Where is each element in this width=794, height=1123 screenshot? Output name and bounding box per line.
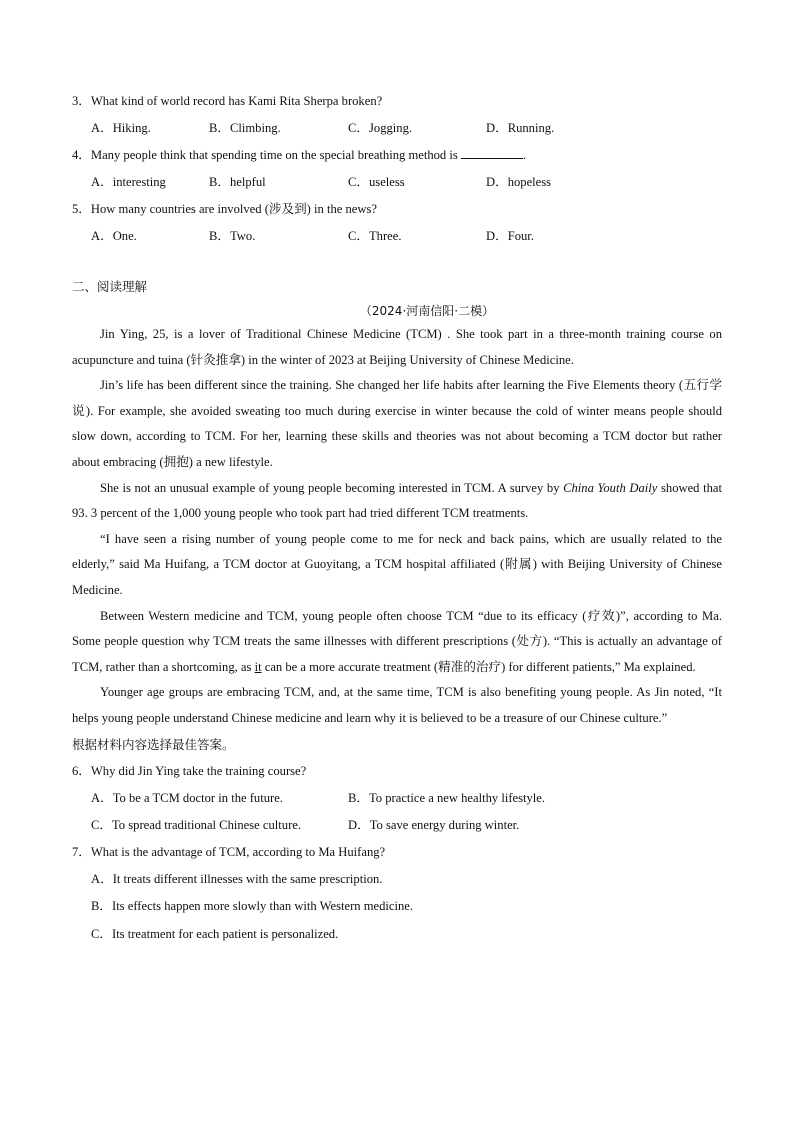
question-number: 6．	[72, 763, 91, 778]
option-d[interactable]: D．hopeless	[486, 175, 552, 189]
question-number: 4．	[72, 148, 91, 162]
question-number: 7．	[72, 844, 91, 859]
option-d[interactable]: D．To save energy during winter.	[348, 817, 520, 832]
option-c[interactable]: C．Three.	[348, 229, 402, 243]
paragraph-text: can be a more accurate treatment (精准的治疗) for different patients,” Ma explained.	[261, 659, 696, 674]
question-number: 3．	[72, 94, 91, 108]
option-a[interactable]: A．Hiking.	[91, 121, 151, 135]
answer-blank[interactable]	[461, 146, 523, 159]
question-5	[72, 196, 722, 223]
newspaper-name: China Youth Daily	[563, 480, 658, 495]
question-text-end: .	[522, 148, 527, 162]
option-c[interactable]: C．useless	[348, 175, 405, 189]
exam-page	[72, 88, 722, 948]
question-4-options	[72, 169, 722, 196]
passage-paragraph-6: Younger age groups are embracing TCM, and, at the same time, TCM is also benefiting young people. As Jin noted, “It helps young people understand Chinese medicine and learn why it is believed to be a treasure of our Chinese culture.”	[72, 685, 722, 725]
option-b[interactable]: B．Its effects happen more slowly than with Western medicine.	[91, 899, 414, 913]
question-text: What kind of world record has Kami Rita Sherpa broken?	[90, 94, 383, 108]
passage-paragraph-2: Jin’s life has been different since the training. She changed her life habits after learning the Five Elements theory (五行学说). For example, she avoided sweating too much during exercise in winter because the cold of winter means people should slow down, according to TCM. For her, learning these skills and theories was not about becoming a TCM doctor but rather about embracing (拥抱) a new lifestyle.	[72, 378, 722, 469]
option-a[interactable]: A．It treats different illnesses with the same prescription.	[91, 871, 383, 886]
option-c[interactable]: C．Its treatment for each patient is personalized.	[91, 926, 339, 941]
option-b[interactable]: B．Two.	[209, 229, 256, 243]
question-5-options	[72, 223, 722, 250]
option-a[interactable]: A．One.	[91, 229, 137, 243]
question-6-options-row-1	[72, 785, 722, 812]
option-d[interactable]: D．Four.	[486, 229, 534, 243]
question-text: Why did Jin Ying take the training course?	[90, 763, 307, 778]
option-c[interactable]: C．Jogging.	[348, 121, 413, 135]
question-text: Many people think that spending time on the special breathing method is	[90, 148, 461, 162]
paragraph-text: showed that 93. 3 percent of the 1,000 young people who took part had tried different TCM treatments.	[72, 480, 722, 521]
option-a[interactable]: A．interesting	[91, 175, 166, 189]
underlined-word: it	[254, 659, 262, 674]
paragraph-text: She is not an unusual example of young people becoming interested in TCM. A survey by	[100, 480, 564, 495]
question-6-options-row-2	[72, 812, 722, 839]
option-a[interactable]: A．To be a TCM doctor in the future.	[91, 790, 283, 805]
section-title: 二、阅读理解	[72, 279, 148, 294]
option-b[interactable]: B．To practice a new healthy lifestyle.	[348, 790, 546, 805]
option-b[interactable]: B．helpful	[209, 175, 266, 189]
question-3	[72, 88, 722, 115]
passage-paragraph-5	[72, 604, 722, 681]
passage-source: （2024·河南信阳·二模）	[359, 304, 495, 318]
passage-paragraph-4: “I have seen a rising number of young people come to me for neck and back pains, which are usually related to the elderly,” said Ma Huifang, a TCM doctor at Guoyitang, a TCM hospital affiliated (附属) with Beijing University of Chinese Medicine.	[72, 531, 722, 597]
question-text: What is the advantage of TCM, according to Ma Huifang?	[90, 844, 386, 859]
paragraph-text: Between Western medicine and TCM, young people often choose TCM “due to its efficacy (疗效)”, according to Ma. Some people question why TCM treats the same illnesses with different prescriptions (处方). “This is actually an advantage of TCM, rather than a shortcoming, as	[72, 608, 722, 674]
option-d[interactable]: D．Running.	[486, 121, 555, 135]
question-text: How many countries are involved (涉及到) in the news?	[90, 202, 377, 216]
instruction: 根据材料内容选择最佳答案。	[72, 736, 235, 752]
question-7	[72, 839, 722, 866]
question-3-options	[72, 115, 722, 142]
option-c[interactable]: C．To spread traditional Chinese culture.	[91, 817, 302, 832]
passage-paragraph-1: Jin Ying, 25, is a lover of Traditional Chinese Medicine (TCM) . She took part in a three-month training course on acupuncture and tuina (针灸推拿) in the winter of 2023 at Beijing University of Chinese Medicine.	[72, 327, 722, 367]
question-number: 5．	[72, 202, 91, 216]
passage-paragraph-3	[72, 476, 722, 527]
question-4	[72, 142, 722, 169]
question-6	[72, 758, 722, 785]
option-b[interactable]: B．Climbing.	[209, 121, 281, 135]
